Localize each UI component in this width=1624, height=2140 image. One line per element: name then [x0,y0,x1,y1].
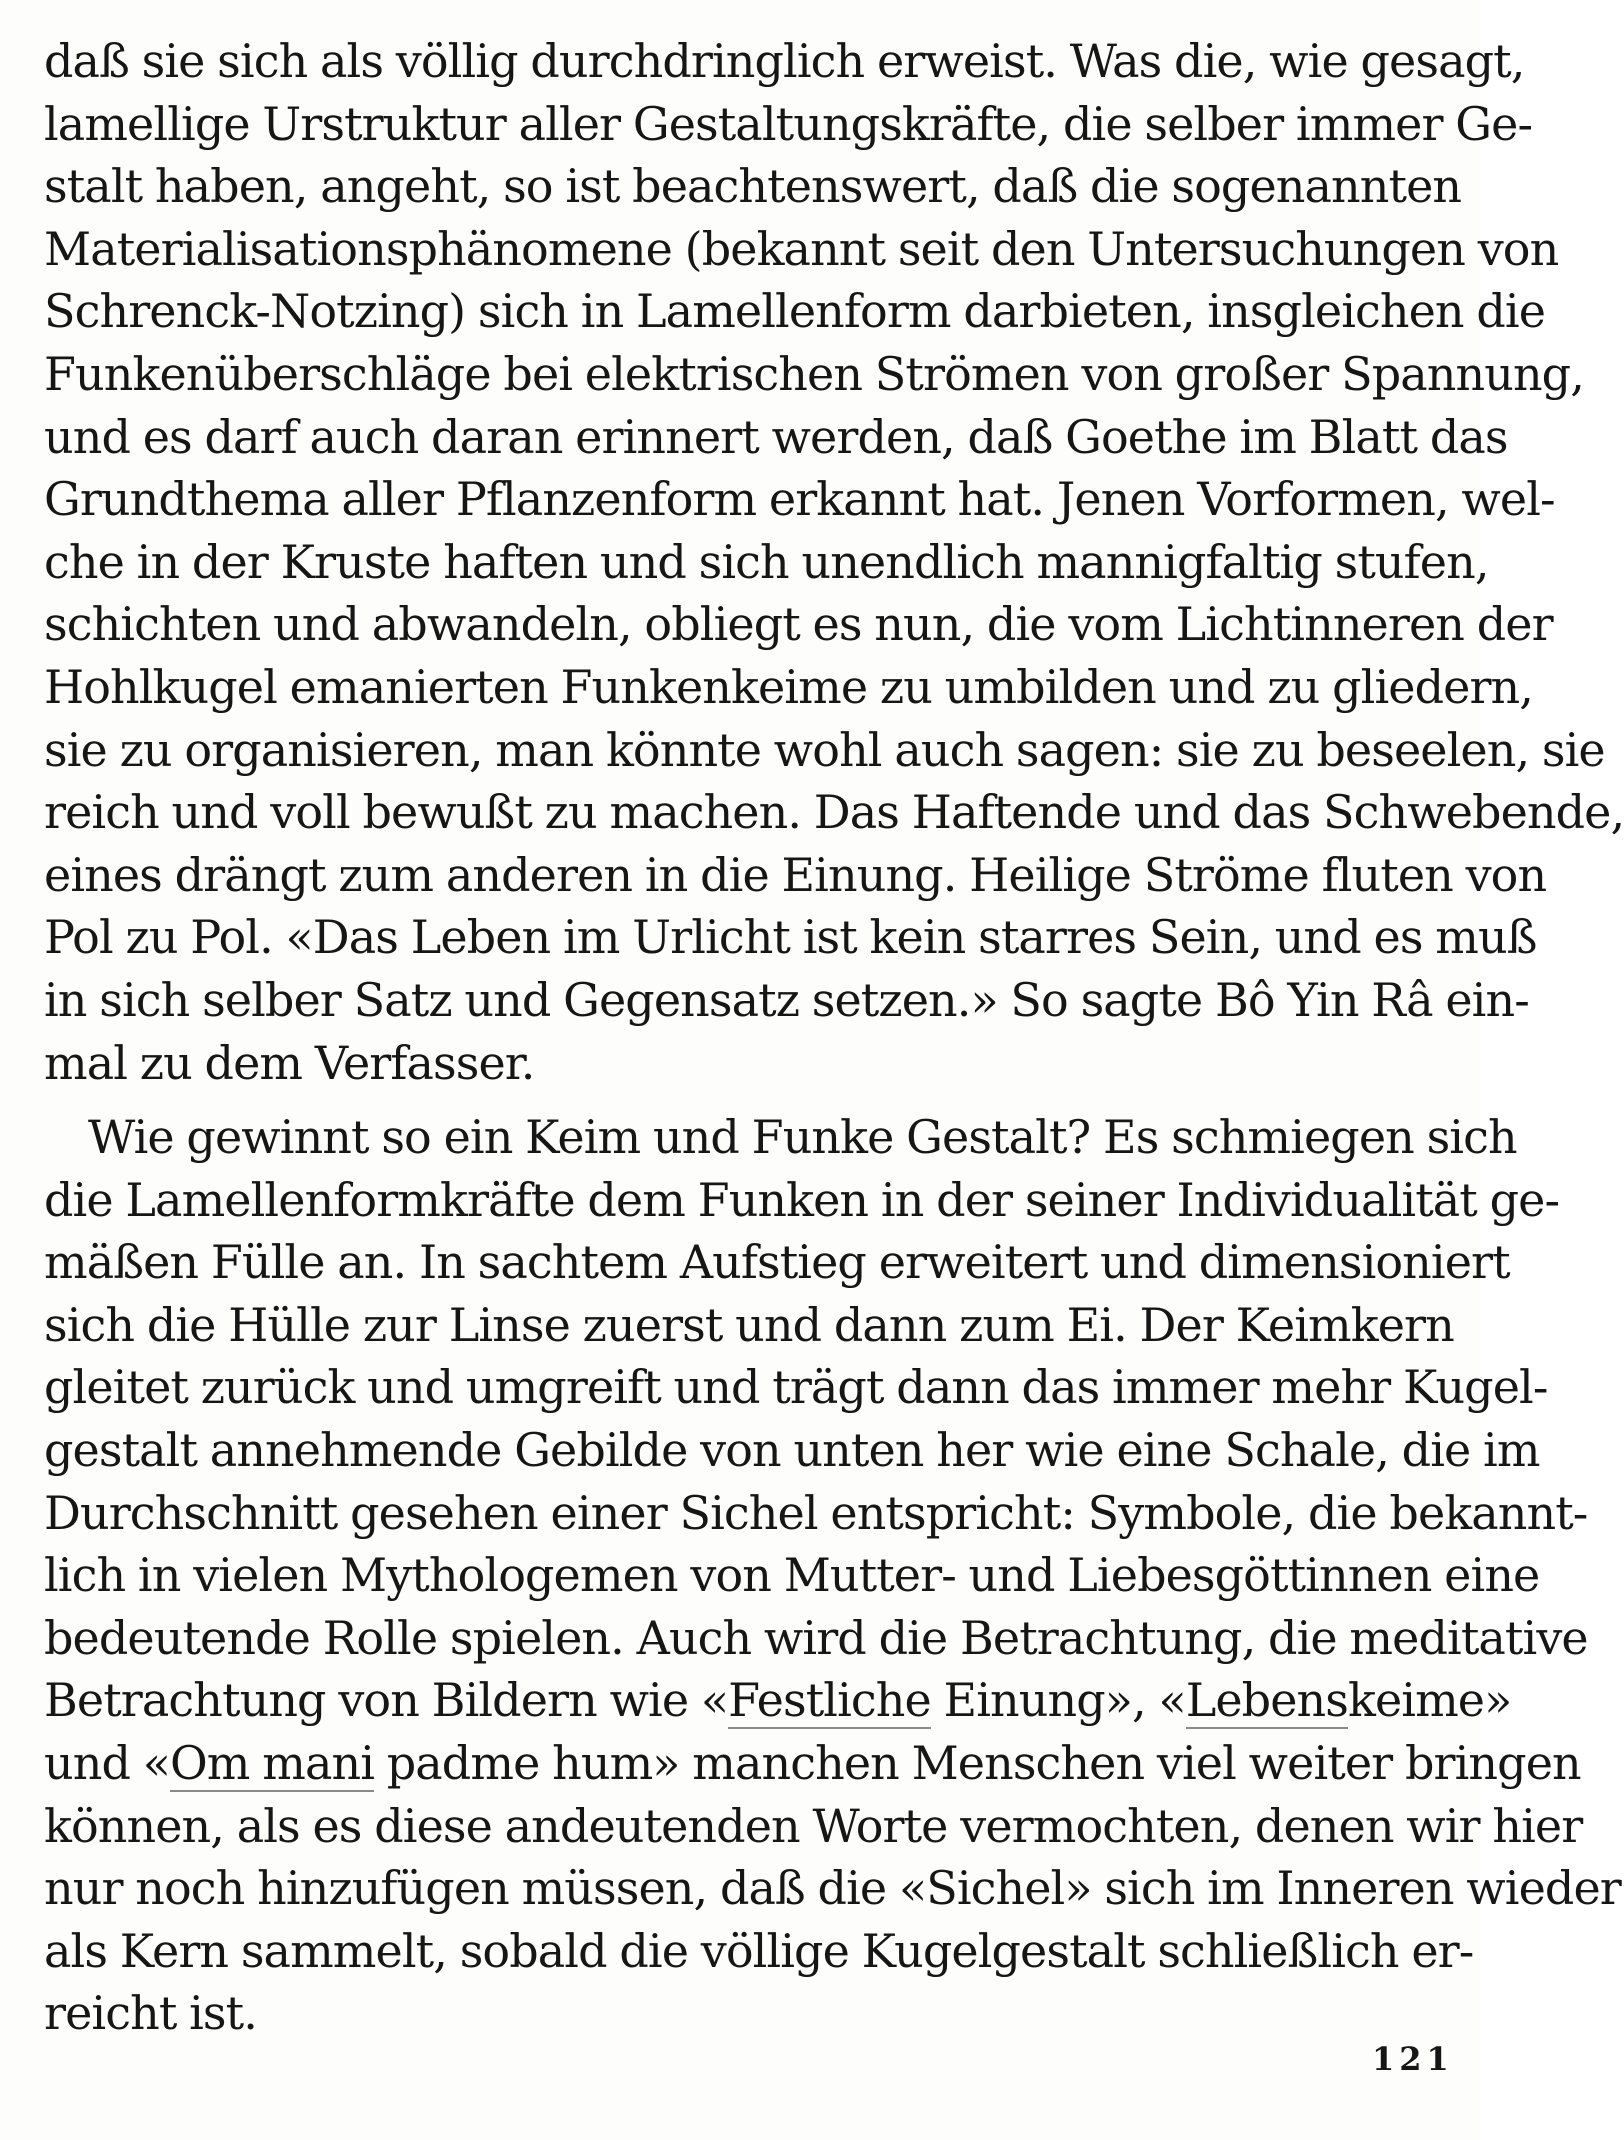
text-line: Hohlkugel emanierten Funkenkeime zu umbilden und zu gliedern, [44,659,1534,714]
text-line: nur noch hinzufügen müssen, daß die «Sichel» sich im Inneren wieder [44,1861,1621,1916]
text-line: Schrenck-Notzing) sich in Lamellenform darbieten, insgleichen die [44,284,1546,339]
underlined-title-lebens: Lebens [1185,1673,1348,1728]
text-line: lich in vielen Mythologemen von Mutter- und Liebesgöttinnen eine [44,1548,1540,1603]
text-fragment: Betrachtung von Bildern wie « [44,1673,729,1728]
paragraph-1 [44,30,1624,1094]
body-text [44,30,1624,2045]
text-line: bedeutende Rolle spielen. Auch wird die Betrachtung, die meditative [44,1610,1588,1665]
text-line: können, als es diese andeutenden Worte vermochten, denen wir hier [44,1798,1583,1853]
paragraph-2 [44,1106,1621,2045]
text-line: lamellige Urstruktur aller Gestaltungskräfte, die selber immer Ge- [44,96,1533,151]
text-fragment: padme hum» manchen Menschen viel weiter bringen [374,1736,1581,1791]
text-fragment: keime» [1347,1673,1512,1728]
text-line: schichten und abwandeln, obliegt es nun, die vom Lichtinneren der [44,597,1553,652]
text-fragment: und « [44,1736,170,1791]
text-line: Funkenüberschläge bei elektrischen Strömen von großer Spannung, [44,346,1584,401]
text-line: die Lamellenformkräfte dem Funken in der seiner Individualität ge- [44,1172,1560,1227]
text-line: gestalt annehmende Gebilde von unten her wie eine Schale, die im [44,1423,1540,1478]
text-line: und es darf auch daran erinnert werden, daß Goethe im Blatt das [44,409,1508,464]
underlined-title-om-mani: Om mani [169,1736,375,1791]
text-line: Durchschnitt gesehen einer Sichel entspricht: Symbole, die bekannt- [44,1485,1588,1540]
text-line: stalt haben, angeht, so ist beachtenswert, daß die sogenannten [44,159,1462,214]
text-line: reich und voll bewußt zu machen. Das Haftende und das Schwebende, [44,785,1624,840]
text-line: gleitet zurück und umgreift und trägt dann das immer mehr Kugel- [44,1360,1548,1415]
text-line: mäßen Fülle an. In sachtem Aufstieg erweitert und dimensioniert [44,1235,1510,1290]
text-line: che in der Kruste haften und sich unendlich mannigfaltig stufen, [44,534,1489,589]
text-line: Grundthema aller Pflanzenform erkannt hat. Jenen Vorformen, wel- [44,472,1555,527]
text-line: Pol zu Pol. «Das Leben im Urlicht ist kein starres Sein, und es muß [44,910,1537,965]
text-line-indented: Wie gewinnt so ein Keim und Funke Gestalt? Es schmiegen sich [88,1110,1517,1165]
text-line: als Kern sammelt, sobald die völlige Kugelgestalt schließlich er- [44,1923,1474,1978]
text-line: daß sie sich als völlig durchdringlich erweist. Was die, wie gesagt, [44,34,1525,88]
text-fragment: Einung», « [930,1673,1186,1728]
text-line-with-title [44,1732,1581,1795]
text-line-last: reicht ist. [44,1986,257,2041]
page-number: 121 [1372,2040,1454,2078]
text-line: in sich selber Satz und Gegensatz setzen.» So sagte Bô Yin Râ ein- [44,972,1529,1027]
underlined-title-festliche: Festliche [728,1673,931,1728]
text-line-with-titles [44,1669,1512,1732]
text-line: sie zu organisieren, man könnte wohl auch sagen: sie zu beseelen, sie [44,722,1605,777]
text-line: sich die Hülle zur Linse zuerst und dann zum Ei. Der Keimkern [44,1297,1454,1352]
text-line-last: mal zu dem Verfasser. [44,1035,535,1090]
text-line: eines drängt zum anderen in die Einung. Heilige Ströme fluten von [44,847,1547,902]
text-line: Materialisationsphänomene (bekannt seit den Untersuchungen von [44,221,1559,276]
